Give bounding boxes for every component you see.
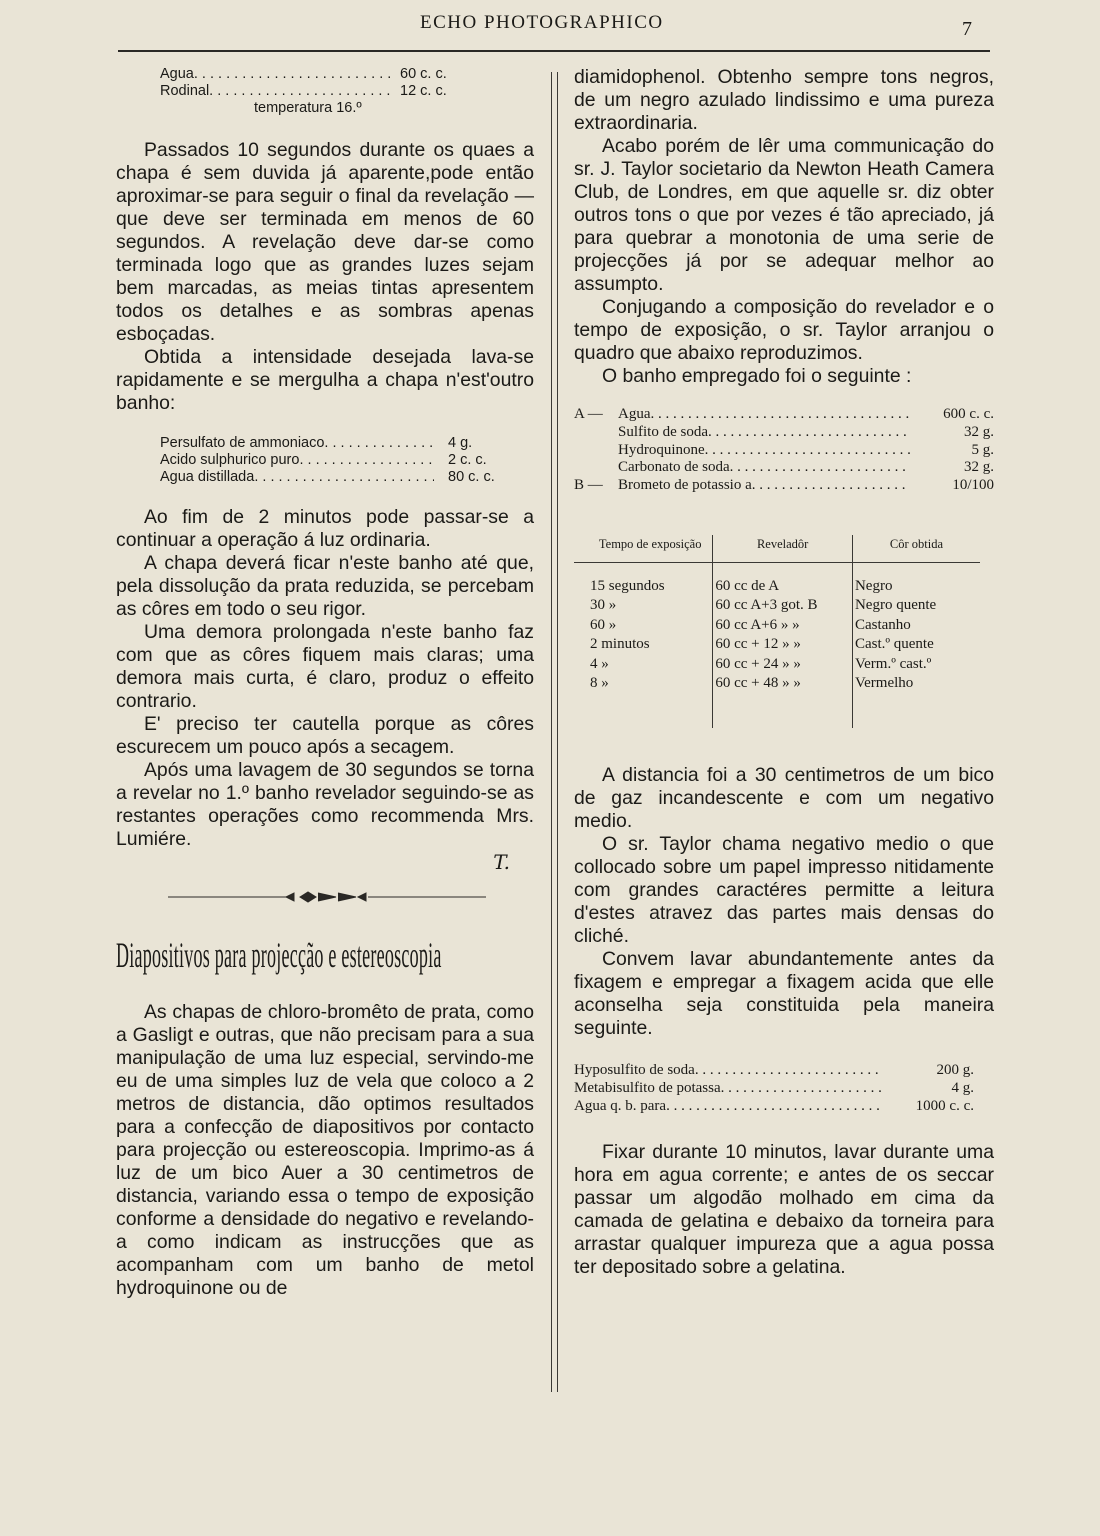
- recipe-line: [574, 442, 994, 460]
- paragraph: O banho empregado foi o seguinte :: [602, 365, 912, 387]
- table-cell: 4 »: [590, 655, 609, 672]
- recipe-line: [160, 452, 518, 469]
- ingredient-name: Brometo de potassio a: [618, 477, 752, 494]
- temperature-note: temperatura 16.º: [254, 100, 362, 116]
- table-row: [574, 596, 980, 616]
- recipe-line: [574, 477, 994, 495]
- column-header: Côr obtida: [852, 535, 980, 563]
- recipe-line: [160, 435, 518, 452]
- leader-dots: [209, 83, 392, 100]
- ingredient-value: 200 g.: [936, 1061, 974, 1078]
- table-row: [574, 655, 980, 675]
- recipe-line: [574, 459, 994, 477]
- ingredient-value: 1000 c. c.: [915, 1097, 974, 1114]
- column-divider: [551, 72, 558, 1392]
- table-cell: [852, 694, 980, 728]
- ingredient-value: 60 c. c.: [400, 66, 447, 82]
- leader-dots: [752, 477, 910, 495]
- leader-dots: [324, 435, 434, 452]
- section-heading: Diapositivos para projecção e estereoscopia: [116, 935, 442, 975]
- exposure-table: [574, 535, 980, 728]
- recipe-prefix: [574, 424, 618, 442]
- recipe-line: [574, 1062, 974, 1080]
- recipe-prefix: A —: [574, 406, 603, 422]
- ingredient-value: 80 c. c.: [448, 469, 495, 485]
- table-cell: 60 cc + 24 » »: [713, 655, 853, 675]
- ingredient-name: Persulfato de ammoniaco: [160, 435, 325, 451]
- leader-dots: [194, 66, 392, 83]
- ingredient-value: 32 g.: [964, 459, 994, 476]
- table-row: [574, 635, 980, 655]
- paragraph: Após uma lavagem de 30 segundos se torna a revelar no 1.º banho revelador seguindo-se as restantes operações como recommenda Mrs. Lumiére.: [116, 759, 534, 850]
- page-number: 7: [962, 18, 972, 40]
- table-cell: Negro: [854, 577, 893, 594]
- table-cell: 60 »: [590, 616, 617, 633]
- table-cell: [574, 694, 713, 728]
- ingredient-value: 2 c. c.: [448, 452, 487, 468]
- recipe-line: [160, 83, 490, 100]
- recipe-prefix: B —: [574, 477, 603, 494]
- table-cell: Cast.º quente: [854, 636, 934, 653]
- paragraph: Uma demora prolongada n'este banho faz com que as côres fiquem mais claras; uma demora mais curta, é claro, produz o effeito contrario.: [116, 621, 534, 712]
- table-cell: Castanho: [854, 616, 911, 633]
- recipe-prefix: [574, 442, 618, 460]
- header-rule: [118, 50, 990, 52]
- ingredient-name: Acido sulphurico puro: [160, 452, 300, 468]
- paragraph: O sr. Taylor chama negativo medio o que collocado sobre um papel impresso nitidamente com grandes caractéres permitte a leitura d'estes atravez das partes mais densas do cliché.: [574, 832, 994, 947]
- paragraph: A distancia foi a 30 centimetros de um bico de gaz incandescente e com um negativo medio.: [574, 763, 994, 832]
- recipe-line: [574, 1080, 974, 1098]
- recipe-line: [160, 66, 490, 83]
- table-cell: 30 »: [590, 597, 617, 614]
- fixing-recipe: [574, 1062, 974, 1115]
- table-header-row: [574, 535, 980, 563]
- ornament-divider-icon: [168, 887, 486, 907]
- table-cell: 15 segundos: [590, 577, 665, 594]
- paragraph: E' preciso ter cautella porque as côres escurecem um pouco após a secagem.: [116, 713, 534, 758]
- ingredient-name: Sulfito de soda: [618, 423, 708, 440]
- table-cell: 60 cc + 48 » »: [713, 674, 853, 694]
- table-cell: 60 cc A+6 » »: [713, 616, 853, 636]
- paragraph: As chapas de chloro-bromêto de prata, como a Gasligt e outras, que não precisam para a sua manipulação de uma luz especial, servindo-me eu de uma simples luz de vela que coloco a 2 metros de distancia, dão optimos resultados para a confecção de diapositivos por contacto para projecção ou estereoscopia. Imprimo-as á luz de um bico Auer a 30 centimetros de distancia, variando essa o tempo de exposição conforme a densidade do negativo e revelando-a como indicam as instrucções que as acompanham com um banho de metol hydroquinone ou de: [116, 1001, 534, 1299]
- recipe-line: [574, 1098, 974, 1116]
- column-header: Tempo de exposição: [574, 535, 713, 563]
- recipe-line: [574, 406, 994, 424]
- table-row: [574, 674, 980, 694]
- leader-dots: [721, 1080, 882, 1098]
- running-header: ECHO PHOTOGRAPHICO: [420, 12, 664, 33]
- paragraph: Conjugando a composição do revelador e o tempo de exposição, o sr. Taylor arranjou o quadro que abaixo reproduzimos.: [574, 296, 994, 364]
- ingredient-value: 12 c. c.: [400, 83, 447, 99]
- table-cell: 60 cc de A: [713, 562, 853, 596]
- paragraph: Convem lavar abundantemente antes da fixagem e empregar a fixagem acida que elle aconselha seja constituida pela maneira seguinte.: [574, 947, 994, 1039]
- left-column: [116, 66, 534, 1300]
- table-cell: Vermelho: [854, 675, 914, 692]
- developer-recipe: [160, 66, 490, 100]
- paragraph: A chapa deverá ficar n'este banho até que, pela dissolução da prata reduzida, se percebam as côres em todo o seu rigor.: [116, 552, 534, 620]
- recipe-line: [160, 469, 518, 486]
- paragraph: Passados 10 segundos durante os quaes a chapa é sem duvida já aparente,pode então aproximar-se para seguir o final da revelação —que deve ser terminada em menos de 60 segundos. A revelação deve dar-se como terminada logo que as grandes luzes sejam bem marcadas, as meias tintas apresentem todos os detalhes e as sombras apenas esboçadas.: [116, 139, 534, 345]
- leader-dots: [708, 424, 910, 442]
- table-cell: Verm.º cast.º: [854, 655, 932, 672]
- ingredient-value: 32 g.: [964, 423, 994, 440]
- ingredient-name: Hydroquinone: [618, 441, 705, 458]
- author-signature: T.: [493, 850, 510, 874]
- paragraph: Acabo porém de lêr uma communicação do sr. J. Taylor societario da Newton Heath Camera Club, de Londres, em que aquelle sr. diz obter outros tons o que por vezes é tão apreciado, já para quebrar a monotonia de uma serie de projecções já por se adequar melhor ao assumpto.: [574, 135, 994, 295]
- ingredient-name: Carbonato de soda: [618, 459, 730, 476]
- table-cell: Negro quente: [854, 597, 937, 614]
- table-cell: 8 »: [590, 675, 609, 692]
- table-cell: 60 cc A+3 got. B: [713, 596, 853, 616]
- table-row: [574, 616, 980, 636]
- paragraph: Ao fim de 2 minutos pode passar-se a continuar a operação á luz ordinaria.: [116, 506, 534, 551]
- ingredient-name: Hyposulfito de soda: [574, 1061, 695, 1078]
- right-column: [574, 66, 994, 1279]
- ingredient-value: 4 g.: [951, 1079, 974, 1096]
- leader-dots: [666, 1098, 882, 1116]
- ingredient-value: 600 c. c.: [943, 406, 994, 422]
- leader-dots: [695, 1062, 882, 1080]
- ingredient-value: 4 g.: [448, 435, 473, 451]
- bleach-recipe: [160, 435, 518, 486]
- ingredient-name: Agua q. b. para: [574, 1097, 667, 1114]
- table-cell: 2 minutos: [590, 636, 650, 653]
- ingredient-name: Agua: [160, 66, 194, 82]
- ingredient-value: 10/100: [952, 477, 994, 494]
- table-cell: [713, 694, 853, 728]
- leader-dots: [299, 452, 434, 469]
- column-header: Reveladôr: [713, 535, 853, 563]
- ingredient-name: Agua: [618, 406, 651, 422]
- ingredient-name: Metabisulfito de potassa: [574, 1079, 721, 1096]
- recipe-line: [574, 424, 994, 442]
- paragraph: diamidophenol. Obtenho sempre tons negros, de um negro azulado lindissimo e uma pureza extraordinaria.: [574, 66, 994, 134]
- leader-dots: [705, 442, 910, 460]
- table-spacer-row: [574, 694, 980, 728]
- ingredient-value: 5 g.: [971, 441, 994, 458]
- paragraph: Fixar durante 10 minutos, lavar durante uma hora em agua corrente; e antes de os seccar passar um algodão molhado em cima da camada de gelatina e debaixo da torneira para arrastar qualquer impureza que a agua possa ter depositado sobre a gelatina.: [574, 1141, 994, 1279]
- leader-dots: [254, 469, 434, 486]
- table-row: [574, 562, 980, 596]
- leader-dots: [730, 459, 910, 477]
- bath-recipe: [574, 406, 994, 495]
- table-cell: 60 cc + 12 » »: [713, 635, 853, 655]
- paragraph: Obtida a intensidade desejada lava-se rapidamente e se mergulha a chapa n'est'outro banho:: [116, 346, 534, 414]
- ingredient-name: Agua distillada: [160, 469, 255, 485]
- ingredient-name: Rodinal: [160, 83, 210, 99]
- leader-dots: [651, 406, 911, 424]
- recipe-prefix: [574, 459, 618, 477]
